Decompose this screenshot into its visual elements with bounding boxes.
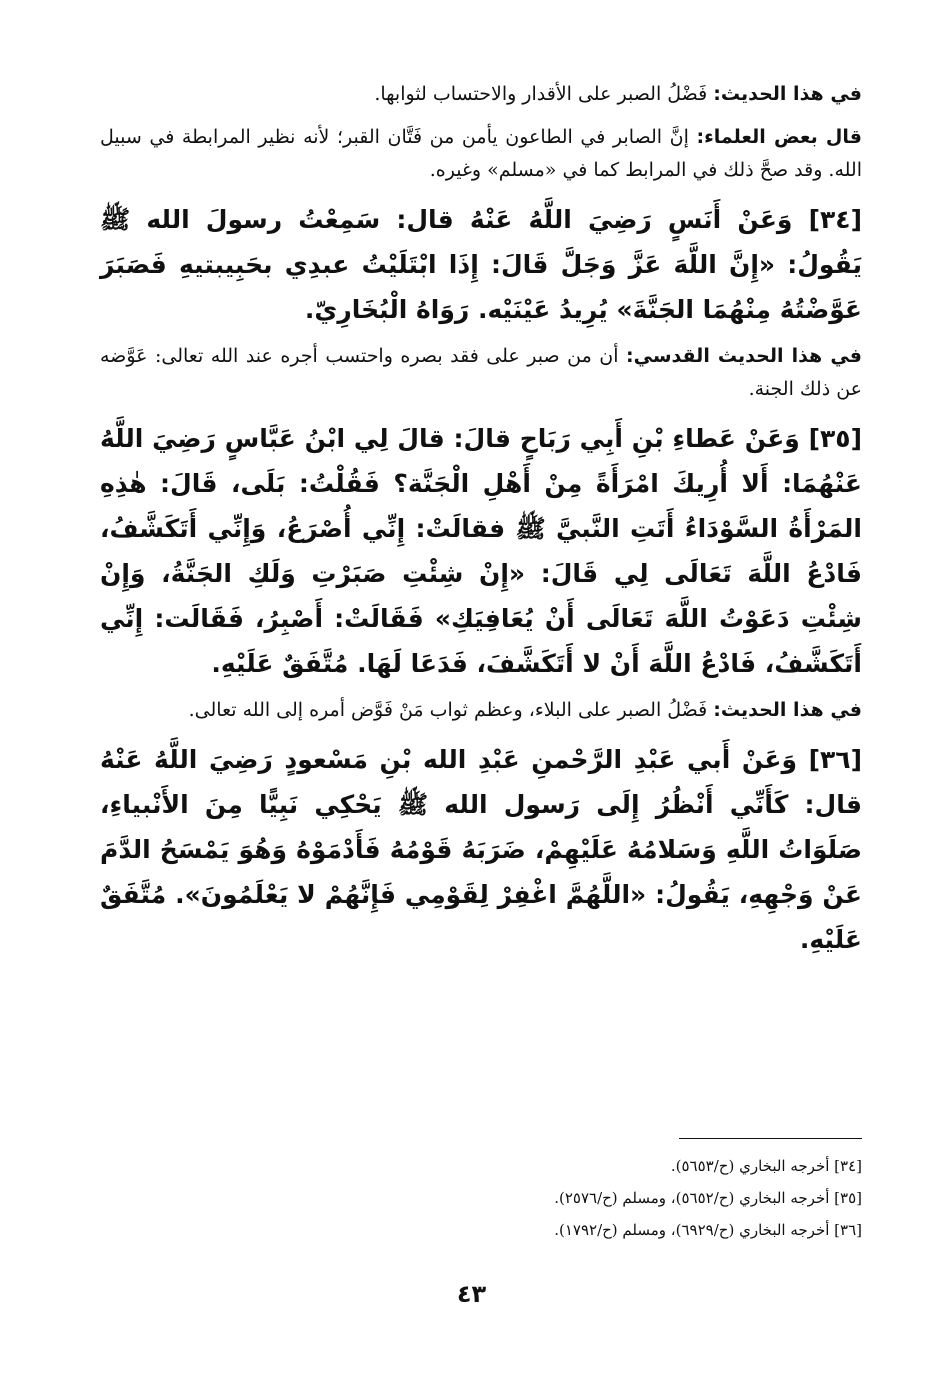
commentary-text: فَضْلُ الصبر على البلاء، وعظم ثواب مَنْ فَوَّض أمره إلى الله تعالى. — [188, 699, 708, 721]
hadith-36: [٣٦] وَعَنْ أَبي عَبْدِ الرَّحْمنِ عَبْدِ الله بْنِ مَسْعودٍ رَضِيَ اللَّهُ عَنْهُ قال: كَأَنِّي أَنْظُرُ إِلَى رَسول الله ﷺ يَحْكِي نَبِيًّا مِنَ الأَنْبياءِ، صَلَوَاتُ اللَّهِ وَسَلامُهُ عَلَيْهِمْ، ضَرَبَهُ قَوْمُهُ فَأَدْمَوْهُ وَهُوَ يَمْسَحُ الدَّمَ عَنْ وَجْهِهِ، يَقُولُ: «اللَّهُمَّ اغْفِرْ لِقَوْمِي فَإِنَّهُمْ لا يَعْلَمُونَ». مُتَّفَقٌ عَلَيْهِ. — [100, 745, 862, 954]
page-number: ٤٣ — [456, 1280, 487, 1308]
commentary-paragraph — [100, 78, 862, 111]
footnote: [٣٤] أخرجه البخاري (ح/٥٦٥٣). — [670, 1157, 862, 1175]
commentary-lead: في هذا الحديث: — [713, 83, 862, 105]
page-body — [100, 78, 862, 970]
commentary-paragraph — [100, 694, 862, 727]
hadith-34: [٣٤] وَعَنْ أَنَسٍ رَضِيَ اللَّهُ عَنْهُ قال: سَمِعْتُ رسولَ الله ﷺ يَقُولُ: «إِنَّ اللَّهَ عَزَّ وَجَلَّ قَالَ: إِذَا ابْتَلَيْتُ عبدِي بحَبِيبتيهِ فَصَبَرَ عَوَّضْتُهُ مِنْهُمَا الجَنَّةَ» يُرِيدُ عَيْنَيْه. رَوَاهُ الْبُخَارِيّ. — [100, 205, 862, 324]
commentary-text: فَضْلُ الصبر على الأقدار والاحتساب لثوابها. — [374, 83, 708, 105]
commentary-paragraph — [100, 121, 862, 187]
footnote-divider — [679, 1138, 862, 1139]
commentary-lead: في هذا الحديث القدسي: — [626, 345, 862, 367]
commentary-text: أن من صبر على فقد بصره واحتسب أجره عند الله تعالى: عَوَّضه عن ذلك الجنة. — [100, 345, 862, 400]
commentary-lead: قال بعض العلماء: — [696, 126, 862, 148]
footnotes — [100, 1150, 862, 1246]
commentary-paragraph — [100, 340, 862, 406]
commentary-lead: في هذا الحديث: — [713, 699, 862, 721]
hadith-35: [٣٥] وَعَنْ عَطاءِ بْنِ أَبِي رَبَاحٍ قالَ: قالَ لِي ابْنُ عَبَّاسٍ رَضِيَ اللَّهُ عَنْهُمَا: أَلا أُرِيكَ امْرَأَةً مِنْ أَهْلِ الْجَنَّة؟ فَقُلْتُ: بَلَى، قَالَ: هٰذِهِ المَرْأَةُ السَّوْدَاءُ أَتَتِ النَّبيَّ ﷺ فقالَتْ: إِنِّي أُصْرَعُ، وَإِنِّي أَتَكَشَّفُ، فَادْعُ اللَّهَ تَعَالَى لِي قَالَ: «إِنْ شِئْتِ صَبَرْتِ وَلَكِ الجَنَّةُ، وَإِنْ شِئْتِ دَعَوْتُ اللَّهَ تَعَالَى أَنْ يُعَافِيَكِ» فَقَالَتْ: أَصْبِرُ، فَقَالَت: إِنِّي أَتَكَشَّفُ، فَادْعُ اللَّهَ أَنْ لا أَتَكَشَّفَ، فَدَعَا لَهَا. مُتَّفَقٌ عَلَيْهِ. — [100, 424, 862, 678]
footnote: [٣٦] أخرجه البخاري (ح/٦٩٢٩)، ومسلم (ح/١٧٩٢). — [554, 1221, 862, 1239]
footnote: [٣٥] أخرجه البخاري (ح/٥٦٥٢)، ومسلم (ح/٢٥٧٦). — [554, 1189, 862, 1207]
commentary-text: إنَّ الصابر في الطاعون يأمن من فَتَّان القبر؛ لأنه نظير المرابطة في سبيل الله. وقد صحَّ ذلك في المرابط كما في «مسلم» وغيره. — [100, 126, 862, 181]
